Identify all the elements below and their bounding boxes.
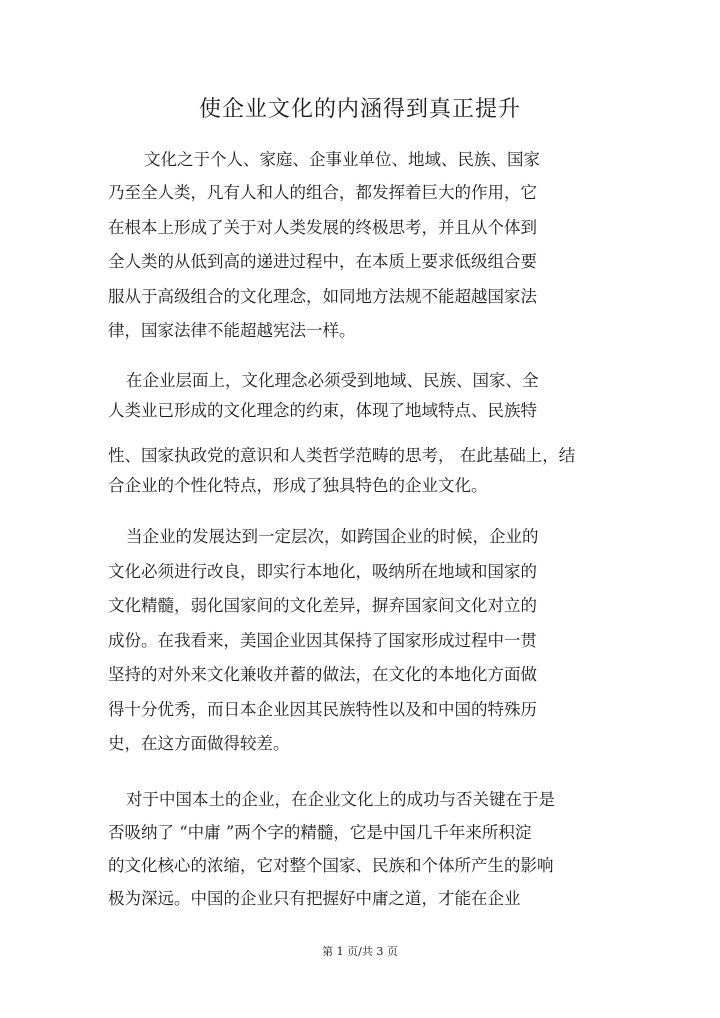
paragraph-line: 坚持的对外来文化兼收并蓄的做法，在文化的本地化方面做 [108, 665, 537, 684]
paragraph-line: 全人类的从低到高的递进过程中，在本质上要求低级组合要 [108, 252, 537, 271]
paragraph-line: 文化必须进行改良，即实行本地化，吸纳所在地域和国家的 [108, 562, 537, 581]
paragraph-line: 服从于高级组合的文化理念，如同地方法规不能超越国家法 [108, 287, 537, 306]
paragraph-line: 律，国家法律不能超越宪法一样。 [108, 321, 356, 340]
page-footer: 第 1 页/共 3 页 [322, 945, 398, 958]
paragraph-line: 文化精髓，弱化国家间的文化差异，摒弃国家间文化对立的 [108, 596, 537, 615]
page-title: 使企业文化的内涵得到真正提升 [198, 97, 521, 122]
paragraph-line: 否吸纳了 “中庸 ”两个字的精髓，它是中国几千年来所积淀 [108, 823, 532, 842]
paragraph-line: 合企业的个性化特点，形成了独具特色的企业文化。 [108, 476, 488, 495]
paragraph-line: 极为深远。中国的企业只有把握好中庸之道，才能在企业 [108, 889, 521, 908]
paragraph-line: 的文化核心的浓缩，它对整个国家、民族和个体所产生的影响 [108, 856, 554, 875]
paragraph-line: 当企业的发展达到一定层次，如跨国企业的时候，企业的 [126, 527, 539, 546]
paragraph-line: 文化之于个人、家庭、企事业单位、地域、民族、国家 [144, 150, 540, 169]
paragraph-line: 性、国家执政党的意识和人类哲学范畴的思考， 在此基础上，结 [108, 446, 576, 465]
paragraph-line: 乃至全人类，凡有人和人的组合，都发挥着巨大的作用，它 [108, 183, 537, 202]
paragraph-line: 成份。在我看来，美国企业因其保持了国家形成过程中一贯 [108, 631, 537, 650]
paragraph-line: 在根本上形成了关于对人类发展的终极思考，并且从个体到 [108, 218, 537, 237]
paragraph-line: 人类业已形成的文化理念的约束，体现了地域特点、民族特 [108, 401, 537, 420]
paragraph-line: 在企业层面上，文化理念必须受到地域、民族、国家、全 [126, 371, 539, 390]
paragraph-line: 对于中国本土的企业，在企业文化上的成功与否关键在于是 [126, 790, 555, 809]
paragraph-line: 史，在这方面做得较差。 [108, 734, 290, 753]
paragraph-line: 得十分优秀，而日本企业因其民族特性以及和中国的特殊历 [108, 700, 537, 719]
